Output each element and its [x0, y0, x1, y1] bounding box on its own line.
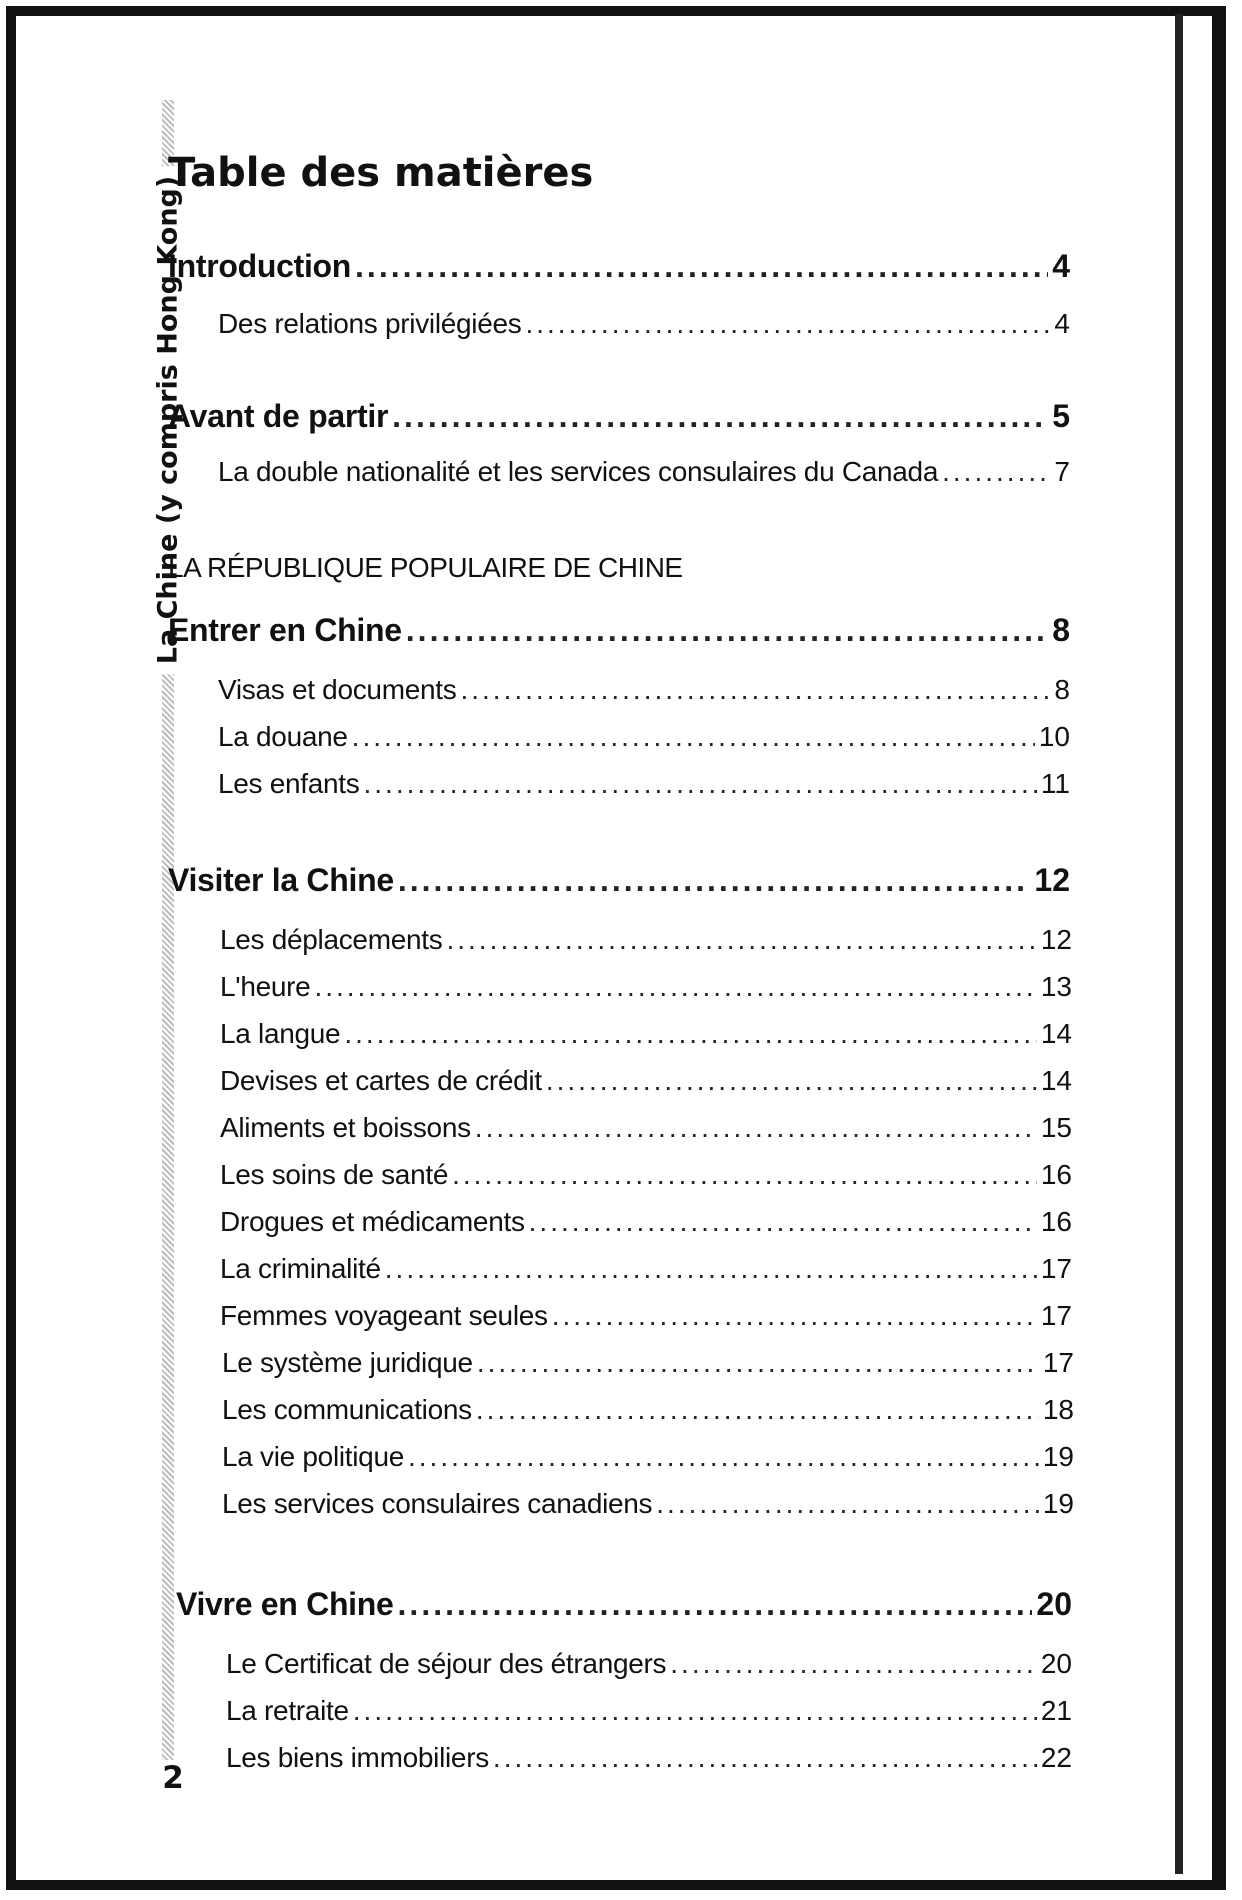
toc-leader-dots — [529, 1206, 1037, 1238]
toc-leader-dots — [344, 1018, 1037, 1050]
toc-leader-dots — [408, 1441, 1039, 1473]
toc-entry-page: 11 — [1040, 768, 1070, 799]
toc-leader-dots — [363, 768, 1036, 800]
toc-entry-label: Les communications — [222, 1394, 472, 1425]
toc-leader-dots — [493, 1742, 1037, 1774]
toc-leader-dots — [552, 1300, 1037, 1332]
toc-entry-introduction — [168, 248, 1070, 288]
toc-entry-page: 16 — [1040, 1159, 1072, 1190]
toc-entry-label: Devises et cartes de crédit — [220, 1065, 542, 1096]
toc-entry-entrer-en-chine — [168, 612, 1070, 652]
toc-entry-heure — [220, 971, 1072, 1007]
toc-entry-criminalite — [220, 1253, 1072, 1289]
toc-entry-page: 20 — [1040, 1648, 1072, 1679]
toc-entry-label: Les biens immobiliers — [226, 1742, 489, 1773]
toc-entry-page: 20 — [1036, 1586, 1072, 1622]
toc-entry-page: 8 — [1054, 674, 1070, 705]
toc-entry-page: 10 — [1038, 721, 1070, 752]
toc-entry-systeme-juridique — [222, 1347, 1074, 1383]
toc-entry-aliments — [220, 1112, 1072, 1148]
toc-entry-page: 7 — [1054, 456, 1070, 487]
toc-entry-label: Vivre en Chine — [176, 1586, 394, 1622]
toc-entry-page: 12 — [1034, 862, 1070, 898]
toc-entry-label: Avant de partir — [168, 398, 389, 434]
toc-entry-communications — [222, 1394, 1074, 1430]
toc-entry-services-consulaires — [222, 1488, 1074, 1524]
toc-entry-retraite — [226, 1695, 1072, 1731]
toc-entry-label: Le système juridique — [222, 1347, 473, 1378]
toc-entry-label: Entrer en Chine — [168, 612, 402, 648]
toc-entry-page: 19 — [1042, 1441, 1074, 1472]
toc-entry-label: Visas et documents — [218, 674, 457, 705]
toc-leader-dots — [385, 1253, 1037, 1285]
toc-entry-label: Les déplacements — [220, 924, 443, 955]
toc-entry-langue — [220, 1018, 1072, 1054]
toc-title: Table des matières — [168, 150, 594, 196]
toc-entry-label: La langue — [220, 1018, 341, 1049]
toc-entry-page: 5 — [1052, 398, 1070, 434]
toc-entry-label: La double nationalité et les services consulaires du Canada — [218, 456, 939, 487]
spine — [58, 0, 184, 1900]
toc-entry-vie-politique — [222, 1441, 1074, 1477]
toc-entry-devises — [220, 1065, 1072, 1101]
toc-entry-page: 18 — [1042, 1394, 1074, 1425]
toc-entry-page: 8 — [1052, 612, 1070, 648]
toc-entry-deplacements — [220, 924, 1072, 960]
toc-entry-biens-immobiliers — [226, 1742, 1072, 1778]
toc-entry-page: 4 — [1054, 308, 1070, 339]
toc-entry-label: Le Certificat de séjour des étrangers — [226, 1648, 667, 1679]
toc-entry-douane — [218, 721, 1070, 757]
toc-leader-dots — [476, 1394, 1039, 1426]
page-edge-shadow — [1175, 14, 1183, 1874]
toc-leader-dots — [452, 1159, 1037, 1191]
toc-leader-dots — [446, 924, 1036, 956]
toc-leader-dots — [352, 721, 1035, 753]
toc-entry-page: 14 — [1040, 1018, 1072, 1049]
toc-leader-dots — [392, 398, 1048, 435]
toc-leader-dots — [546, 1065, 1037, 1097]
toc-entry-label: Drogues et médicaments — [220, 1206, 525, 1237]
toc-entry-label: Visiter la Chine — [168, 862, 394, 898]
toc-entry-visiter-la-chine — [168, 862, 1070, 902]
toc-entry-soins-de-sante — [220, 1159, 1072, 1195]
toc-entry-label: Aliments et boissons — [220, 1112, 471, 1143]
toc-entry-visas — [218, 674, 1070, 710]
toc-entry-label: Les services consulaires canadiens — [222, 1488, 653, 1519]
toc-entry-page: 22 — [1040, 1742, 1072, 1773]
toc-entry-label: Les soins de santé — [220, 1159, 449, 1190]
toc-entry-page: 12 — [1040, 924, 1072, 955]
toc-entry-page: 4 — [1052, 248, 1070, 284]
toc-entry-page: 21 — [1040, 1695, 1072, 1726]
toc-entry-label: La vie politique — [222, 1441, 404, 1472]
toc-leader-dots — [353, 1695, 1037, 1727]
toc-group-heading: LA RÉPUBLIQUE POPULAIRE DE CHINE — [168, 552, 683, 583]
toc-entry-page: 16 — [1040, 1206, 1072, 1237]
toc-leader-dots — [477, 1347, 1039, 1379]
toc-entry-label: La retraite — [226, 1695, 349, 1726]
toc-leader-dots — [670, 1648, 1037, 1680]
toc-entry-label: La criminalité — [220, 1253, 381, 1284]
toc-entry-vivre-en-chine — [176, 1586, 1072, 1626]
toc-entry-label: Femmes voyageant seules — [220, 1300, 548, 1331]
toc-entry-label: Les enfants — [218, 768, 360, 799]
toc-entry-label: La douane — [218, 721, 348, 752]
toc-leader-dots — [656, 1488, 1039, 1520]
toc-leader-dots — [942, 456, 1050, 488]
toc-entry-certificat — [226, 1648, 1072, 1684]
toc-leader-dots — [475, 1112, 1037, 1144]
toc-entry-relations — [218, 308, 1070, 344]
toc-entry-page: 17 — [1042, 1347, 1074, 1378]
toc-leader-dots — [460, 674, 1050, 706]
toc-leader-dots — [398, 862, 1031, 899]
toc-entry-enfants — [218, 768, 1070, 804]
toc-leader-dots — [406, 612, 1048, 649]
toc-entry-femmes — [220, 1300, 1072, 1336]
toc-entry-page: 17 — [1040, 1253, 1072, 1284]
toc-entry-avant-de-partir — [168, 398, 1070, 438]
toc-entry-drogues — [220, 1206, 1072, 1242]
toc-entry-page: 13 — [1040, 971, 1072, 1002]
toc-entry-label: Des relations privilégiées — [218, 308, 522, 339]
toc-entry-page: 14 — [1040, 1065, 1072, 1096]
toc-entry-label: L'heure — [220, 971, 311, 1002]
toc-entry-label: Introduction — [168, 248, 352, 284]
toc-entry-page: 19 — [1042, 1488, 1074, 1519]
spine-title: La Chine (y compris Hong Kong) — [153, 166, 184, 674]
toc-entry-double-nationalite — [218, 456, 1070, 492]
page-number: 2 — [158, 1760, 188, 1796]
toc-leader-dots — [525, 308, 1050, 340]
toc-entry-page: 17 — [1040, 1300, 1072, 1331]
toc-leader-dots — [398, 1586, 1033, 1623]
toc-entry-page: 15 — [1040, 1112, 1072, 1143]
toc-leader-dots — [355, 248, 1048, 285]
toc-leader-dots — [314, 971, 1036, 1003]
